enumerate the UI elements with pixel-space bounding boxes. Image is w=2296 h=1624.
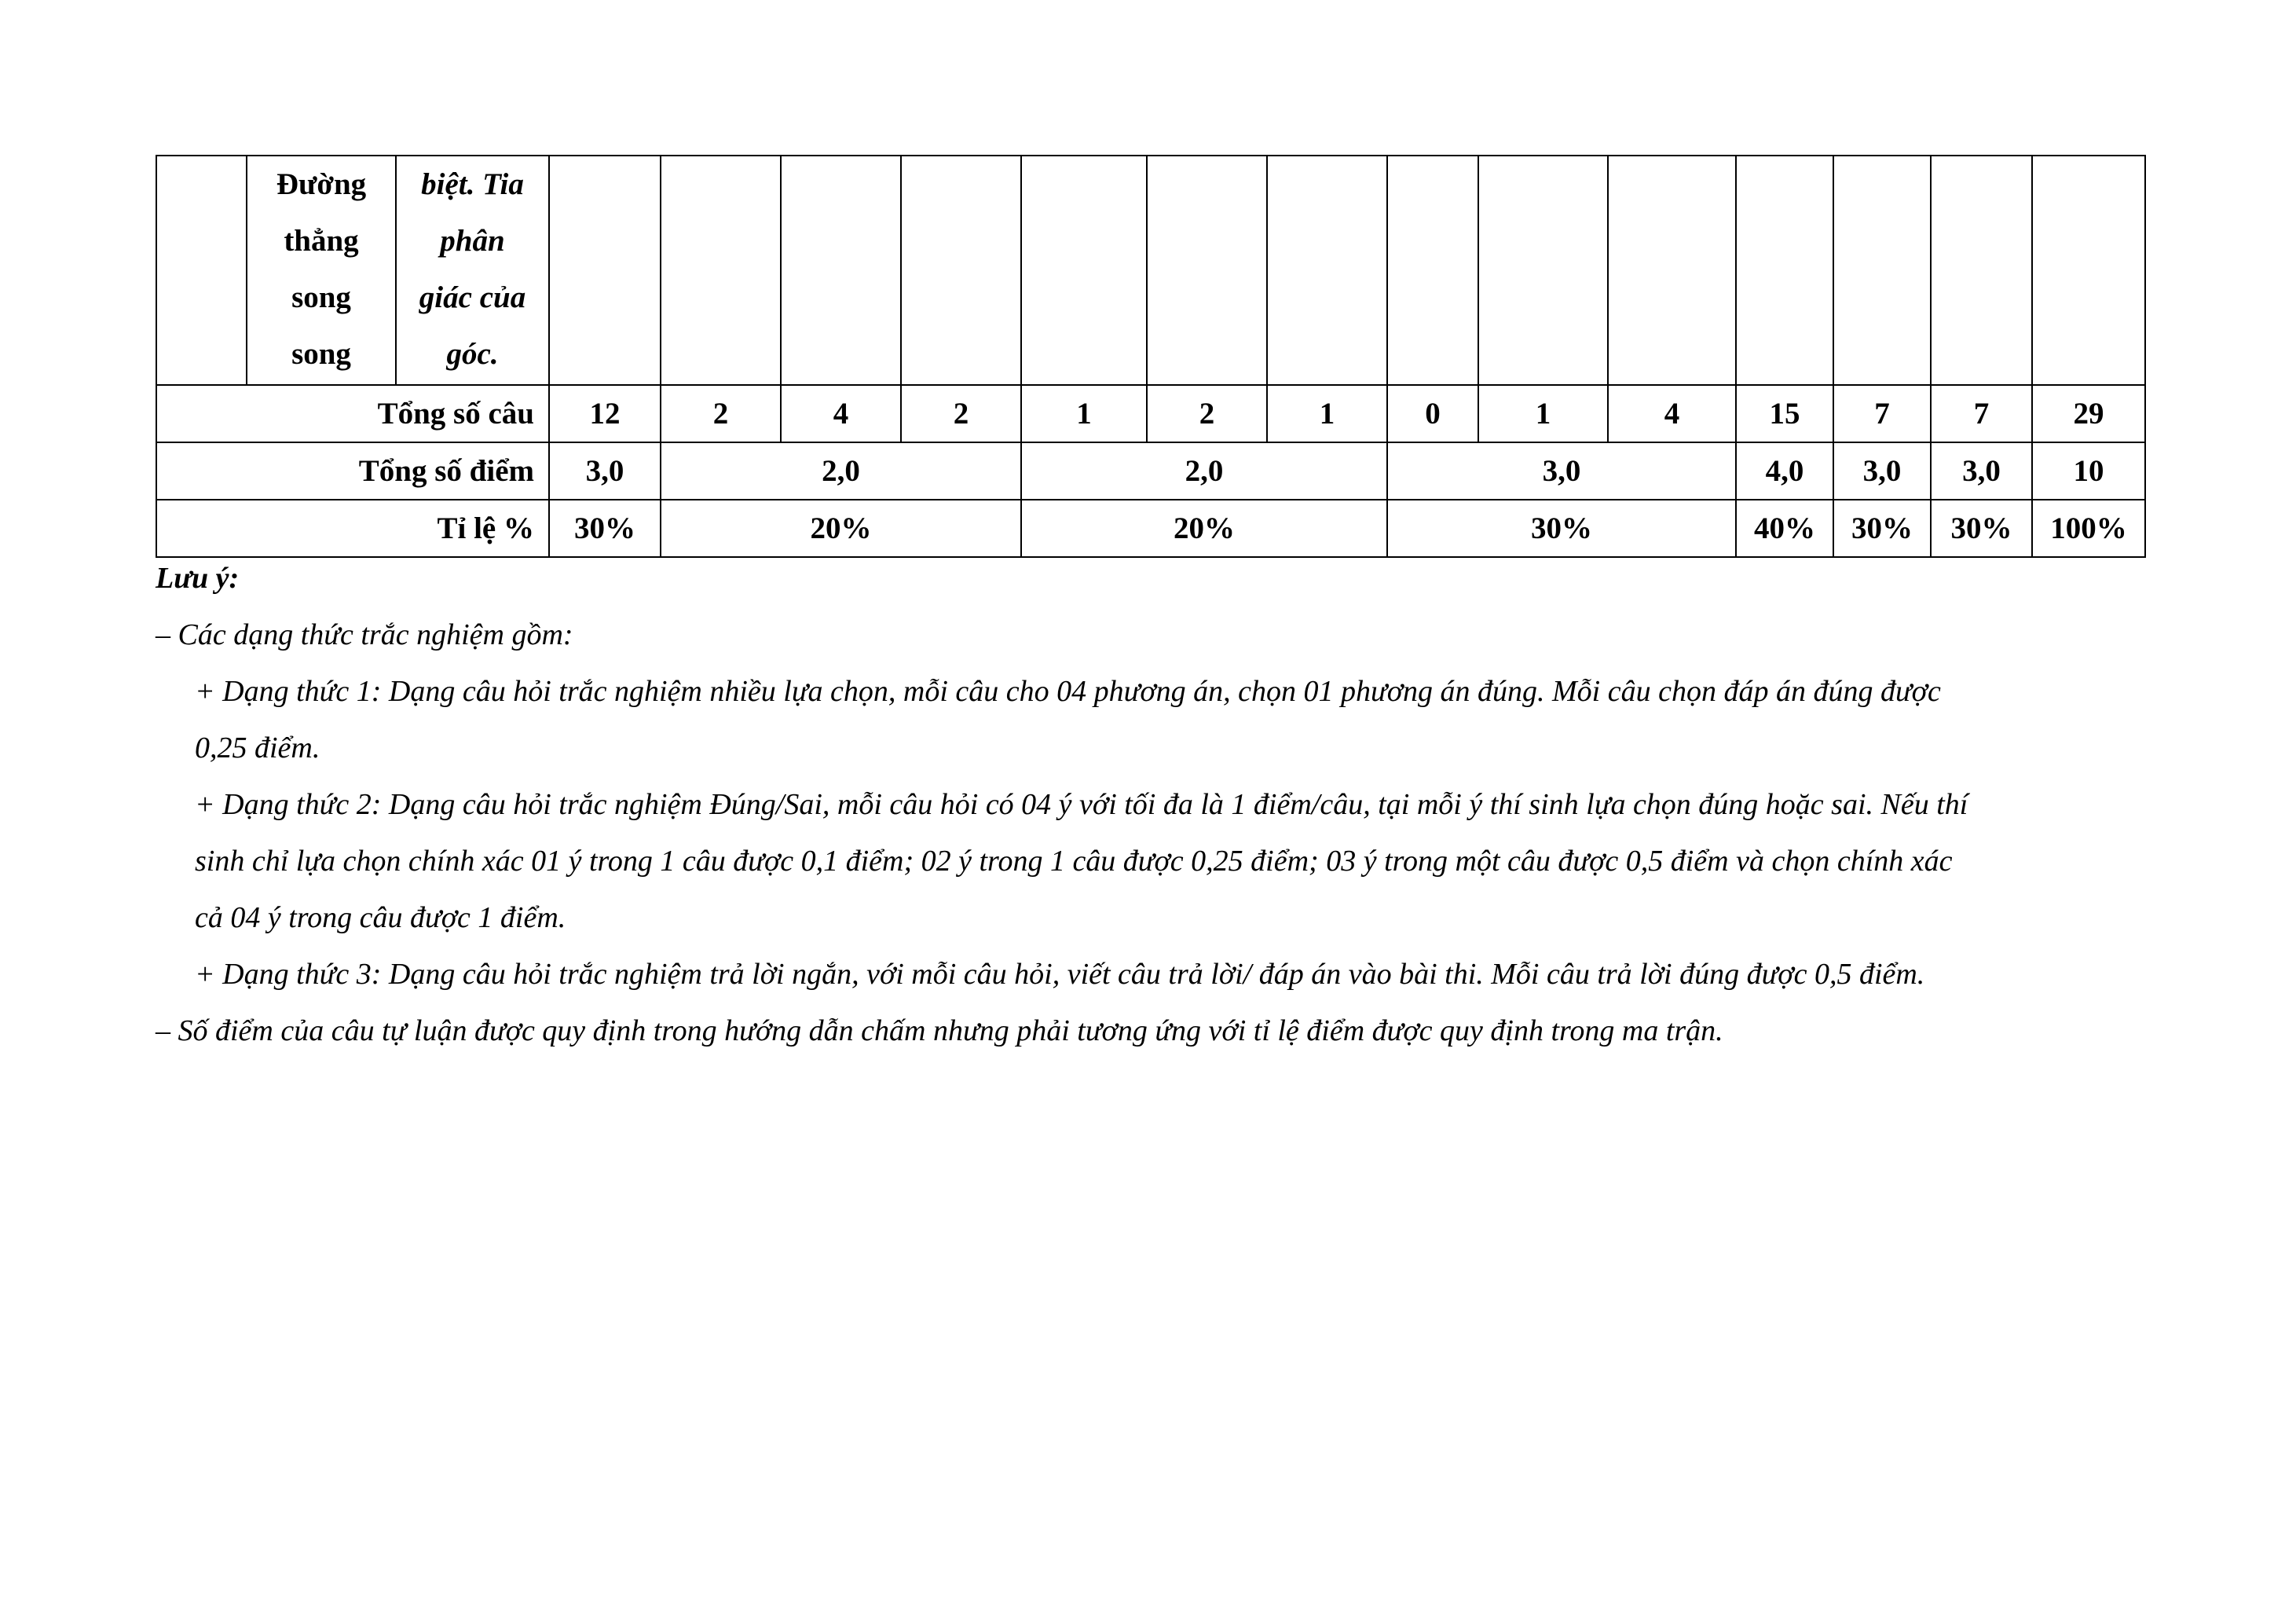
content-cell xyxy=(396,156,549,385)
format-2-line: + Dạng thức 2: Dạng câu hỏi trắc nghiệm Đúng/Sai, mỗi câu hỏi có 04 ý với tối đa là 1 điểm/câu, tại mỗi ý thí sinh lựa chọn đúng hoặc sai. Nếu thí xyxy=(195,788,1968,821)
empty-cell xyxy=(1931,156,2032,385)
ratio-value: 100% xyxy=(2032,500,2145,557)
total-points-value: 10 xyxy=(2032,442,2145,500)
total-points-value: 3,0 xyxy=(1833,442,1931,500)
total-points-row xyxy=(156,442,2145,500)
total-questions-value: 4 xyxy=(1608,385,1736,442)
total-questions-value: 12 xyxy=(549,385,661,442)
total-points-value: 3,0 xyxy=(549,442,661,500)
total-questions-value: 15 xyxy=(1736,385,1833,442)
topic-cell xyxy=(247,156,396,385)
notes-intro: – Các dạng thức trắc nghiệm gồm: xyxy=(156,618,573,651)
format-2-line: sinh chỉ lựa chọn chính xác 01 ý trong 1 câu được 0,1 điểm; 02 ý trong 1 câu được 0,25 điểm; 03 ý trong một câu được 0,5 điểm và chọn chính xác xyxy=(195,845,1953,878)
total-questions-value: 2 xyxy=(901,385,1021,442)
total-questions-value: 1 xyxy=(1267,385,1387,442)
empty-cell xyxy=(781,156,901,385)
total-questions-label: Tổng số câu xyxy=(156,385,549,442)
format-1-line: 0,25 điểm. xyxy=(195,731,320,764)
notes-section xyxy=(156,550,2144,1059)
topic-line: song xyxy=(291,337,351,371)
empty-cell xyxy=(1478,156,1608,385)
ratio-label: Tỉ lệ % xyxy=(156,500,549,557)
notes-title: Lưu ý: xyxy=(156,562,240,595)
ratio-value: 40% xyxy=(1736,500,1833,557)
total-questions-value: 29 xyxy=(2032,385,2145,442)
content-line: phân xyxy=(440,224,505,258)
total-questions-value: 2 xyxy=(1147,385,1267,442)
content-line: góc. xyxy=(446,337,499,371)
topic-line: Đường xyxy=(276,167,367,201)
topic-row xyxy=(156,156,2145,385)
content-line: giác của xyxy=(419,280,526,314)
format-1-line: + Dạng thức 1: Dạng câu hỏi trắc nghiệm nhiều lựa chọn, mỗi câu cho 04 phương án, chọn 01 phương án đúng. Mỗi câu chọn đáp án đúng được xyxy=(195,675,1941,708)
ratio-row xyxy=(156,500,2145,557)
format-2-line: cả 04 ý trong câu được 1 điểm. xyxy=(195,901,566,934)
total-points-value: 2,0 xyxy=(661,442,1021,500)
total-questions-value: 2 xyxy=(661,385,781,442)
ratio-value: 20% xyxy=(661,500,1021,557)
empty-cell xyxy=(1608,156,1736,385)
total-questions-row xyxy=(156,385,2145,442)
ratio-value: 30% xyxy=(549,500,661,557)
total-points-label: Tổng số điểm xyxy=(156,442,549,500)
essay-note: – Số điểm của câu tự luận được quy định trong hướng dẫn chấm nhưng phải tương ứng với tỉ lệ điểm được quy định trong ma trận. xyxy=(156,1014,1723,1047)
total-points-value: 2,0 xyxy=(1021,442,1387,500)
total-points-value: 4,0 xyxy=(1736,442,1833,500)
empty-cell xyxy=(1833,156,1931,385)
empty-cell xyxy=(1021,156,1147,385)
empty-cell xyxy=(2032,156,2145,385)
total-questions-value: 7 xyxy=(1931,385,2032,442)
empty-cell xyxy=(1736,156,1833,385)
total-questions-value: 4 xyxy=(781,385,901,442)
content-line: biệt. Tia xyxy=(421,167,524,201)
empty-cell xyxy=(901,156,1021,385)
empty-cell xyxy=(1267,156,1387,385)
ratio-value: 30% xyxy=(1833,500,1931,557)
total-questions-value: 1 xyxy=(1478,385,1608,442)
empty-cell xyxy=(661,156,781,385)
total-points-value: 3,0 xyxy=(1387,442,1736,500)
ratio-value: 30% xyxy=(1931,500,2032,557)
chapter-cell xyxy=(156,156,247,385)
empty-cell xyxy=(549,156,661,385)
topic-line: song xyxy=(291,280,351,314)
total-questions-value: 7 xyxy=(1833,385,1931,442)
ratio-value: 30% xyxy=(1387,500,1736,557)
total-questions-value: 0 xyxy=(1387,385,1478,442)
empty-cell xyxy=(1147,156,1267,385)
empty-cell xyxy=(1387,156,1478,385)
total-questions-value: 1 xyxy=(1021,385,1147,442)
assessment-matrix-table xyxy=(156,155,2146,558)
format-3-line: + Dạng thức 3: Dạng câu hỏi trắc nghiệm trả lời ngắn, với mỗi câu hỏi, viết câu trả lời/ đáp án vào bài thi. Mỗi câu trả lời đúng được 0,5 điểm. xyxy=(195,958,1925,991)
topic-line: thẳng xyxy=(284,224,359,258)
total-points-value: 3,0 xyxy=(1931,442,2032,500)
ratio-value: 20% xyxy=(1021,500,1387,557)
